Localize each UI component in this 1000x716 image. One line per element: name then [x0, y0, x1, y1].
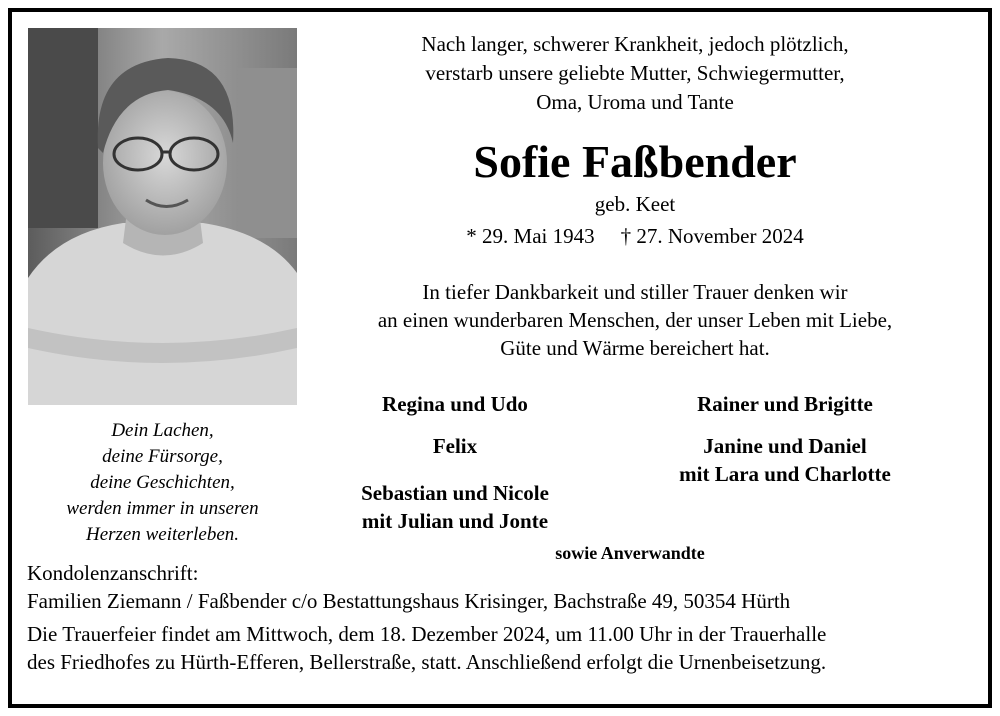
relatives-note: sowie Anverwandte: [555, 543, 705, 563]
funeral-ceremony-info: [27, 620, 972, 676]
deceased-name: Sofie Faßbender: [473, 136, 797, 187]
mourner-rainer-brigitte: Rainer und Brigitte: [697, 392, 873, 416]
condolence-label: Kondolenzanschrift:: [27, 561, 199, 585]
condolence-address-line: Familien Ziemann / Faßbender c/o Bestattungshaus Krisinger, Bachstraße 49, 50354 Hürth: [27, 589, 791, 613]
intro-line: Nach langer, schwerer Krankheit, jedoch plötzlich,: [421, 32, 849, 56]
poem-line: Herzen weiterleben.: [85, 524, 239, 545]
portrait-photo: [28, 28, 297, 405]
condolence-address: [27, 559, 967, 615]
life-dates: [300, 222, 970, 250]
death-date: † 27. November 2024: [620, 224, 804, 248]
mourner-lara-charlotte: mit Lara und Charlotte: [679, 462, 891, 486]
ceremony-line: des Friedhofes zu Hürth-Efferen, Bellerstraße, statt. Anschließend erfolgt die Urnenbeisetzung.: [27, 650, 827, 674]
poem-line: Dein Lachen,: [111, 420, 214, 441]
gratitude-line: an einen wunderbaren Menschen, der unser Leben mit Liebe,: [377, 308, 893, 332]
portrait-image: [28, 28, 297, 405]
mourner-sebastian-nicole: Sebastian und Nicole: [361, 481, 549, 505]
mourner-felix: Felix: [432, 434, 478, 458]
gratitude-line: Güte und Wärme bereichert hat.: [500, 336, 770, 360]
gratitude-text: [300, 278, 970, 362]
intro-line: Oma, Uroma und Tante: [536, 90, 734, 114]
mourner-regina-udo: Regina und Udo: [382, 392, 528, 416]
memorial-poem: [28, 418, 297, 548]
mourner-janine-daniel: Janine und Daniel: [703, 434, 867, 458]
poem-line: werden immer in unseren: [66, 498, 259, 519]
ceremony-line: Die Trauerfeier findet am Mittwoch, dem 18. Dezember 2024, um 11.00 Uhr in der Trauerhalle: [27, 622, 827, 646]
poem-line: deine Geschichten,: [90, 472, 235, 493]
intro-text: [300, 30, 970, 117]
gratitude-line: In tiefer Dankbarkeit und stiller Trauer denken wir: [422, 280, 848, 304]
birth-name: geb. Keet: [594, 192, 676, 216]
mourner-julian-jonte: mit Julian und Jonte: [361, 509, 549, 533]
intro-line: verstarb unsere geliebte Mutter, Schwiegermutter,: [425, 61, 845, 85]
birth-date: * 29. Mai 1943: [466, 224, 595, 248]
poem-line: deine Fürsorge,: [102, 446, 223, 467]
